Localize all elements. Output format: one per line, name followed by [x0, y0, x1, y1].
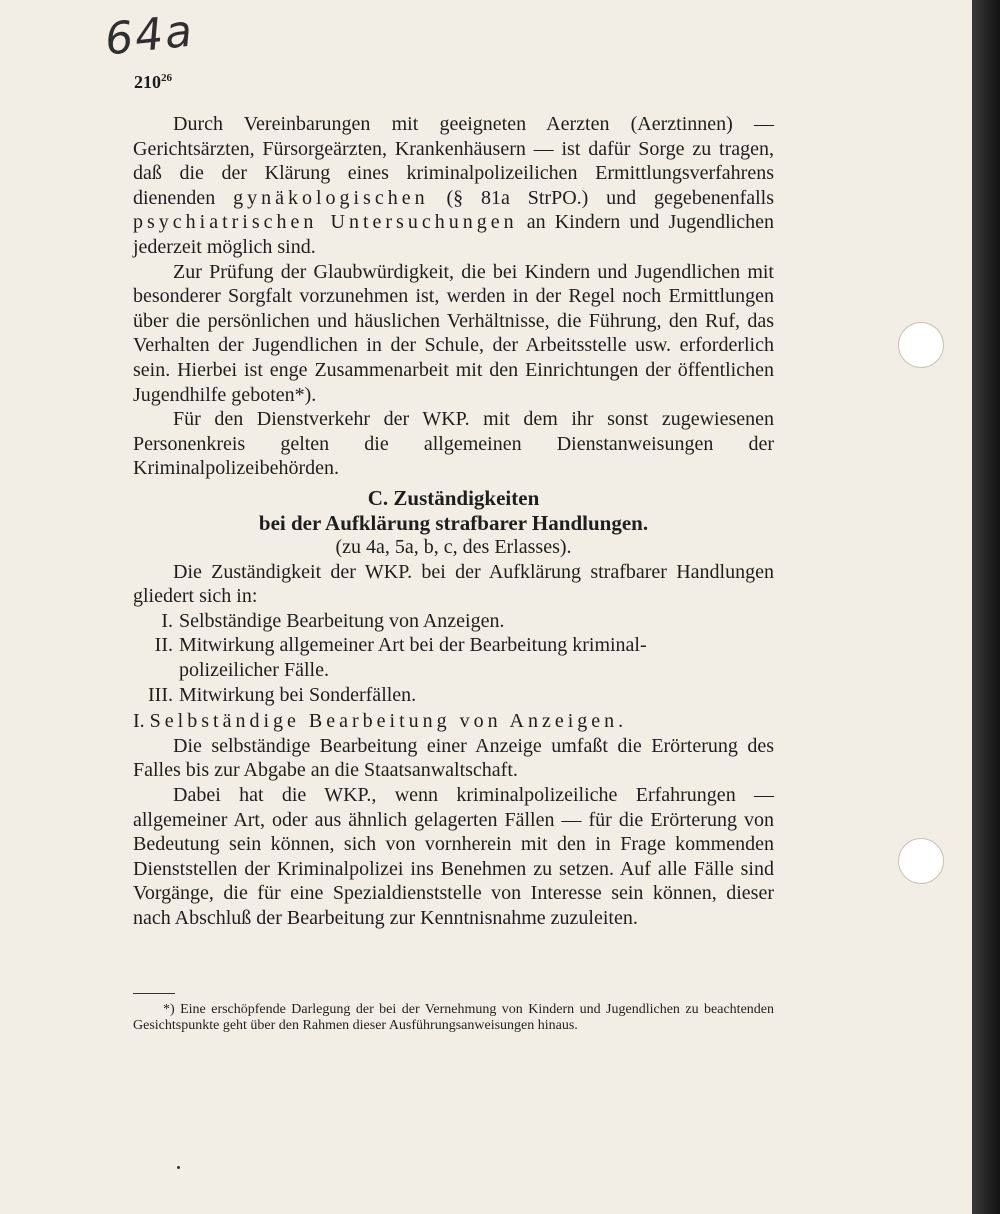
spaced-term-gynecological: gynäkologischen — [233, 186, 429, 209]
body-text — [133, 112, 774, 931]
subsection-heading-i — [133, 709, 774, 734]
scan-background-edge — [972, 0, 1000, 1214]
paragraph-text: Durch Vereinbarungen mit geeigneten Aerzten (Aerztinnen) — Gerichtsärzten, Fürsorgeärzten, Krankenhäusern — ist dafür Sorge zu tragen, daß die der Klärung eines kriminalpolizeilichen Ermittlungsverfahrens dienenden — [133, 113, 774, 209]
handwritten-page-mark: 64a — [102, 5, 197, 66]
list-item — [133, 683, 774, 708]
list-item-number: I. — [161, 609, 173, 632]
paragraph-examinations — [133, 112, 774, 260]
subsection-number: I. — [133, 710, 145, 733]
list-item-continuation: polizeilicher Fälle. — [179, 659, 329, 682]
list-item-number: II. — [154, 634, 173, 657]
list-item-number: III. — [148, 683, 173, 706]
list-item — [133, 633, 774, 658]
paragraph-credibility: Zur Prüfung der Glaubwürdigkeit, die bei Kindern und Jugendlichen mit besonderer Sorgfalt vorzunehmen ist, werden in der Regel noch Ermittlungen über die persönlichen und häuslichen Verhältnisse, die Führung, den Ruf, das Verhalten der Jugendlichen in der Schule, der Arbeitsstelle usw. erforderlich sein. Hierbei ist enge Zusammenarbeit mit den Einrichtungen der öffentlichen Jugendhilfe geboten*). — [133, 260, 774, 406]
paragraph-cooperation: Dabei hat die WKP., wenn kriminalpolizeiliche Erfahrungen — allgemeiner Art, oder aus ähnlich gelagerten Fällen — für die Erörterung von Bedeutung sein können, sich von vornherein mit den in Frage kommenden Dienststellen der Kriminalpolizei ins Benehmen zu setzen. Auf alle Fälle sind Vorgänge, die für eine Spezialdienststelle von Interesse sein können, dieser nach Abschluß der Bearbeitung zur Kenntnisnahme zuzuleiten. — [133, 784, 774, 929]
paragraph-text: an Kindern und Jugendlichen jederzeit möglich sind. — [133, 211, 774, 258]
paragraph-official-communication: Für den Dienstverkehr der WKP. mit dem ihr sonst zugewiesenen Personenkreis gelten die allgemeinen Dienstanweisungen der Kriminalpolizeibehörden. — [133, 408, 774, 480]
punch-hole — [898, 838, 944, 884]
section-heading-c-subtitle: bei der Aufklärung strafbarer Handlungen. — [258, 510, 649, 535]
section-heading-c: C. Zuständigkeiten — [367, 485, 540, 510]
paper-speck — [177, 1166, 180, 1169]
paragraph-competence-intro: Die Zuständigkeit der WKP. bei der Aufklärung strafbarer Handlungen gliedert sich in: — [133, 560, 774, 608]
list-item — [133, 609, 774, 634]
section-heading-c-reference: (zu 4a, 5a, b, c, des Erlasses). — [335, 536, 572, 559]
spaced-term-psychiatric: psychiatrischen Untersuchungen — [133, 211, 518, 234]
list-item-text: Mitwirkung bei Sonderfällen. — [179, 683, 417, 706]
paragraph-text: (§ 81a StrPO.) und gegebenenfalls — [428, 186, 775, 209]
footnote-divider — [133, 993, 175, 994]
subsection-title: Selbständige Bearbeitung von Anzeigen. — [149, 710, 628, 733]
footnote: *) Eine erschöpfende Darlegung der bei der Vernehmung von Kindern und Jugendlichen zu beachtenden Gesichtspunkte geht über den Rahmen dieser Ausführungsanweisungen hinaus. — [133, 1002, 774, 1033]
list-item-text: Selbständige Bearbeitung von Anzeigen. — [179, 609, 505, 632]
punch-hole — [898, 322, 944, 368]
page-number-superscript: 26 — [161, 72, 172, 84]
list-item-text: Mitwirkung allgemeiner Art bei der Bearbeitung kriminal- — [179, 634, 647, 657]
page-number — [134, 72, 172, 93]
paragraph-independent-processing: Die selbständige Bearbeitung einer Anzeige umfaßt die Erörterung des Falles bis zur Abgabe an die Staatsanwaltschaft. — [133, 734, 774, 782]
page-number-main: 210 — [134, 72, 161, 92]
